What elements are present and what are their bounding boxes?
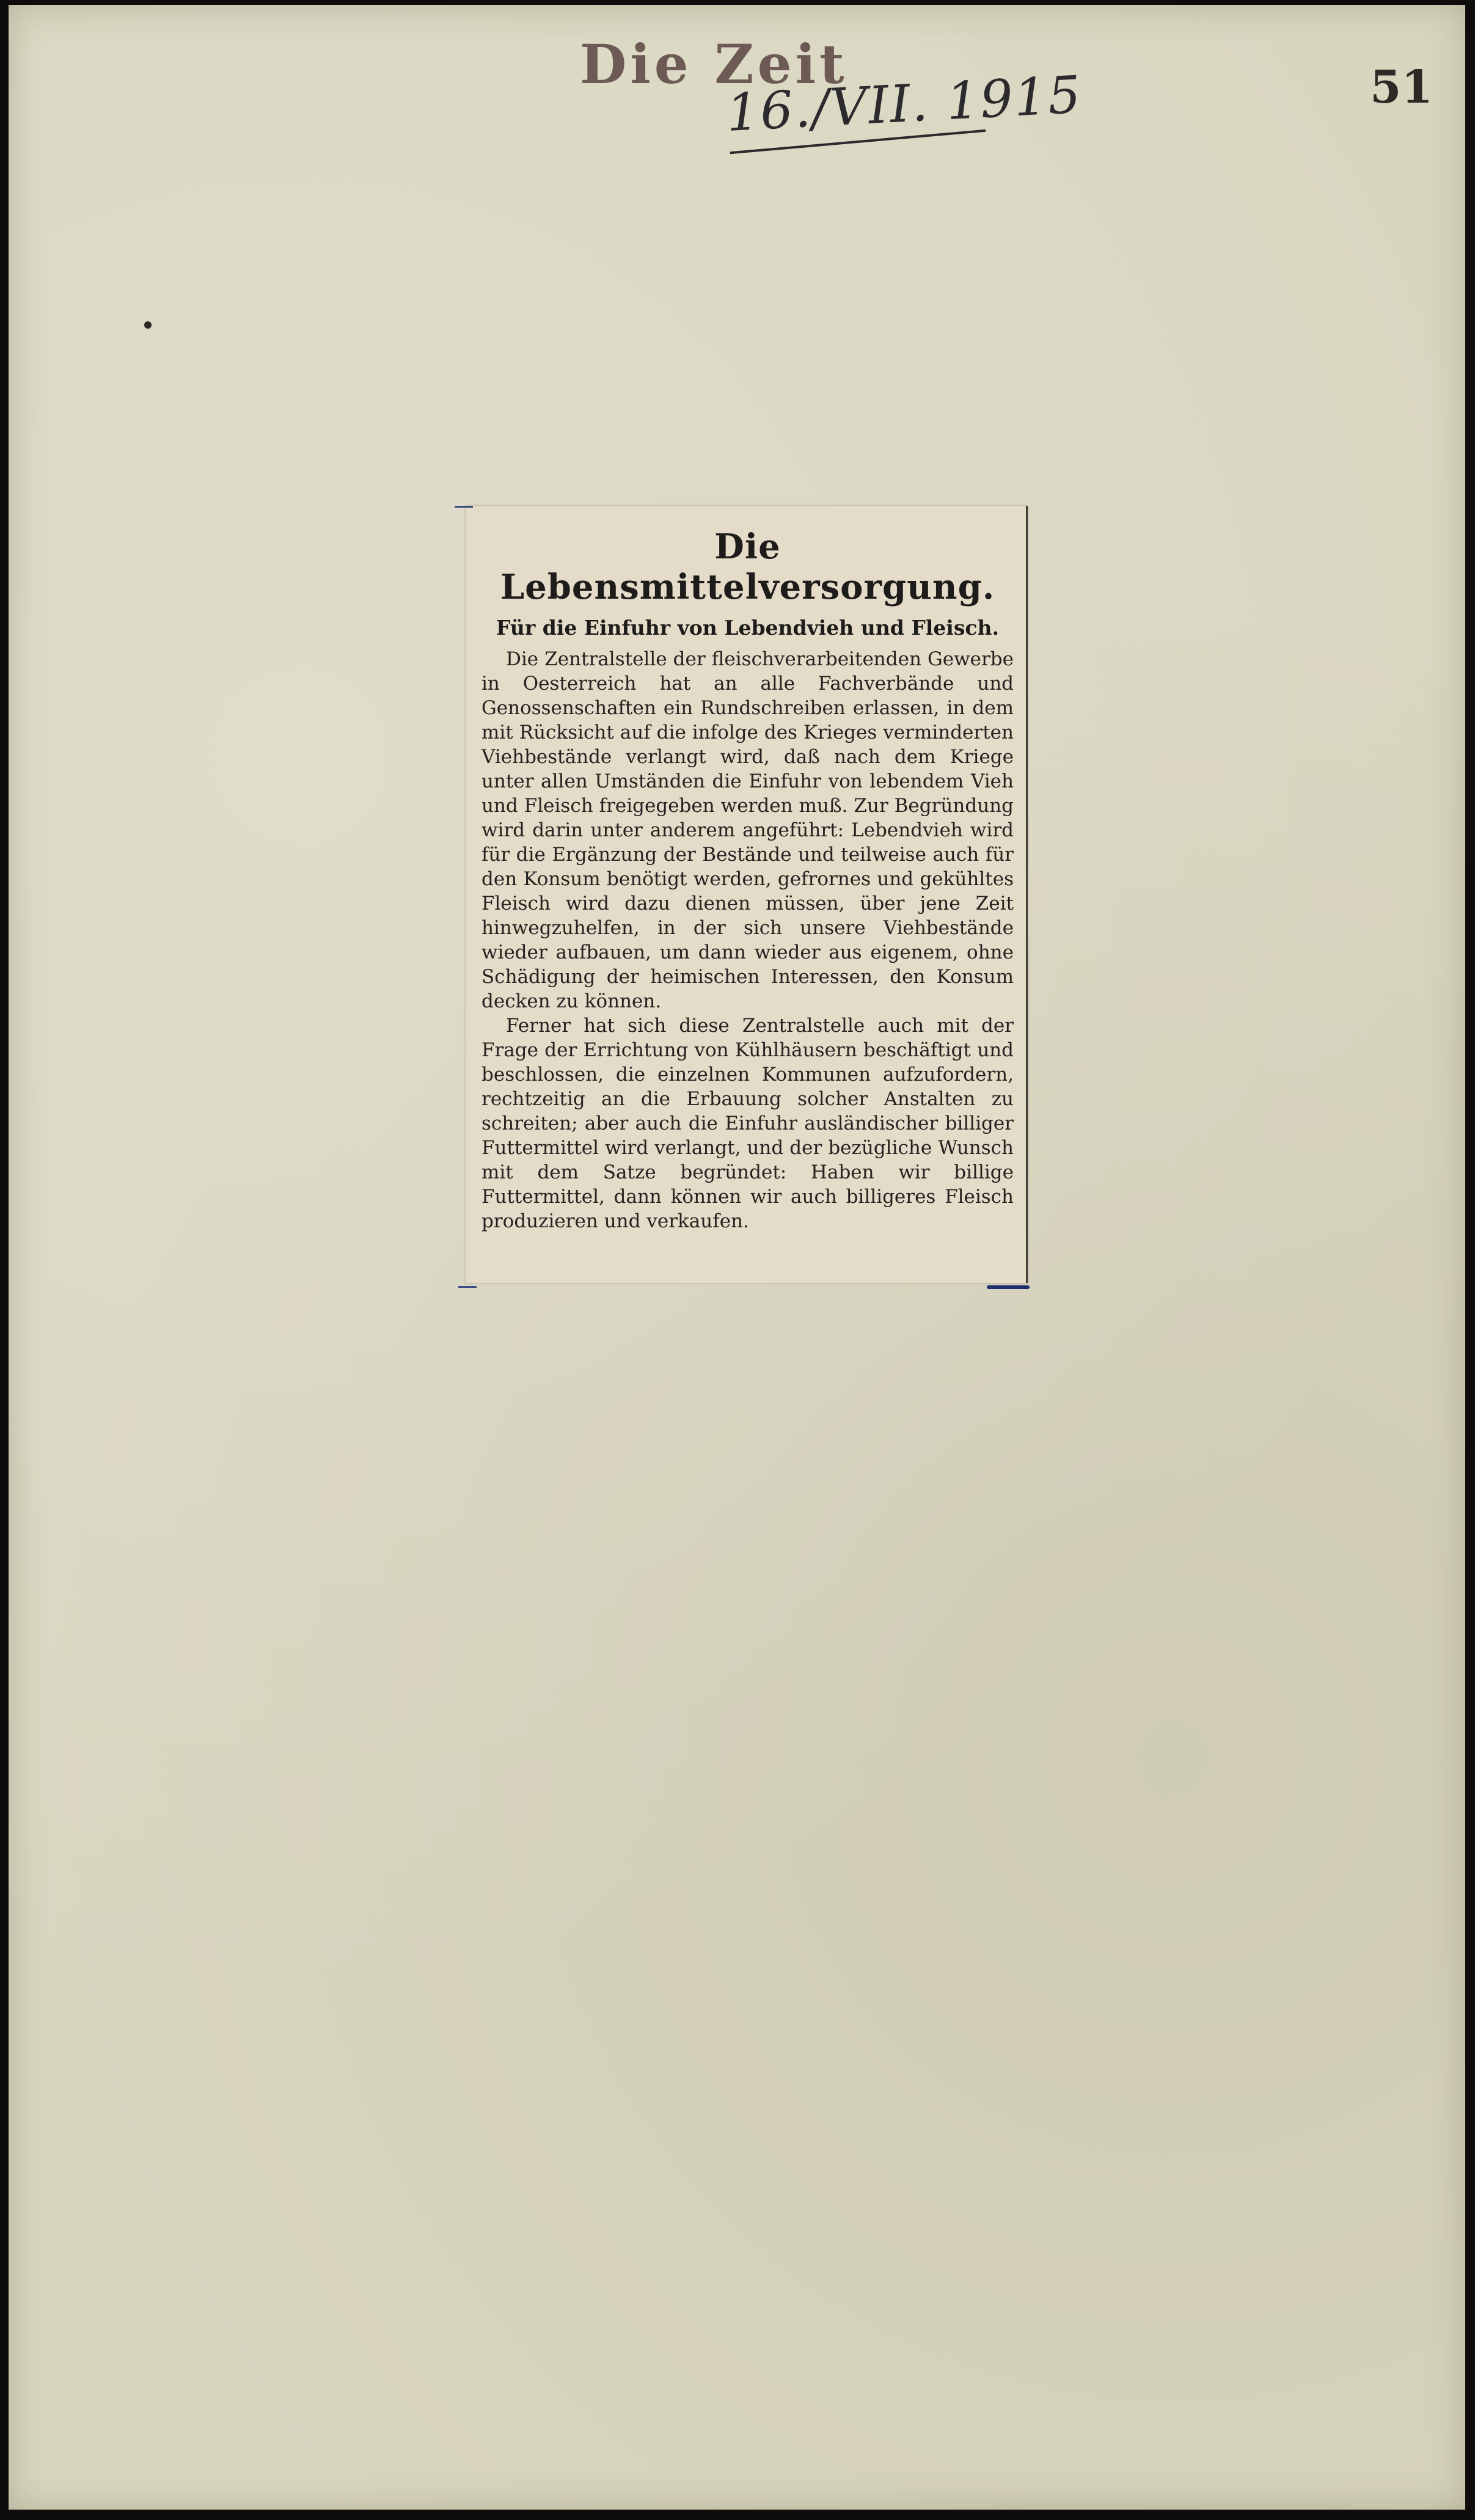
paper-speck — [144, 321, 152, 329]
newspaper-clipping — [466, 506, 1028, 1283]
clipping-paragraph: Ferner hat sich diese Zentralstelle auch mit der Frage der Errichtung von Kühlhäusern beschäftigt und beschlossen, die einzelnen Kommunen aufzufordern, rechtzeitig an die Erbauung solcher Anstalten zu schreiten; aber auch die Einfuhr ausländischer billiger Futtermittel wird verlangt, und der bezügliche Wunsch mit dem Satze begründet: Haben wir billige Futtermittel, dann können wir auch billigeres Fleisch produzieren und verkaufen. — [481, 1015, 1014, 1232]
page-number: 51 — [1370, 61, 1433, 114]
clipping-headline: Die Lebensmittelversorgung. — [500, 527, 995, 607]
clipping-paragraph: Die Zentralstelle der fleischverarbeitenden Gewerbe in Oesterreich hat an alle Fachverbände und Genossenschaften ein Rundschreiben erlassen, in dem mit Rücksicht auf die infolge des Krieges verminderten Viehbestände verlangt wird, daß nach dem Kriege unter allen Umständen die Einfuhr von lebendem Vieh und Fleisch freigegeben werden muß. Zur Begründung wird darin unter anderem angeführt: Lebendvieh wird für die Ergänzung der Bestände und teilweise auch für den Konsum benötigt werden, gefrornes und gekühltes Fleisch wird dazu dienen müssen, über jene Zeit hinwegzuhelfen, in der sich unsere Viehbestände wieder aufbauen, um dann wieder aus eigenem, ohne Schädigung der heimischen Interessen, den Konsum decken zu können. — [481, 648, 1014, 1012]
blue-pencil-mark — [458, 1286, 477, 1288]
blue-pencil-mark — [987, 1285, 1030, 1289]
archive-sheet — [9, 5, 1465, 2510]
blue-pencil-mark — [455, 506, 473, 508]
handwritten-date: 16./VII. 1915 — [725, 64, 1083, 143]
newspaper-stamp: Die Zeit — [580, 32, 848, 96]
clipping-subheadline: Für die Einfuhr von Lebendvieh und Fleisch. — [496, 616, 999, 640]
